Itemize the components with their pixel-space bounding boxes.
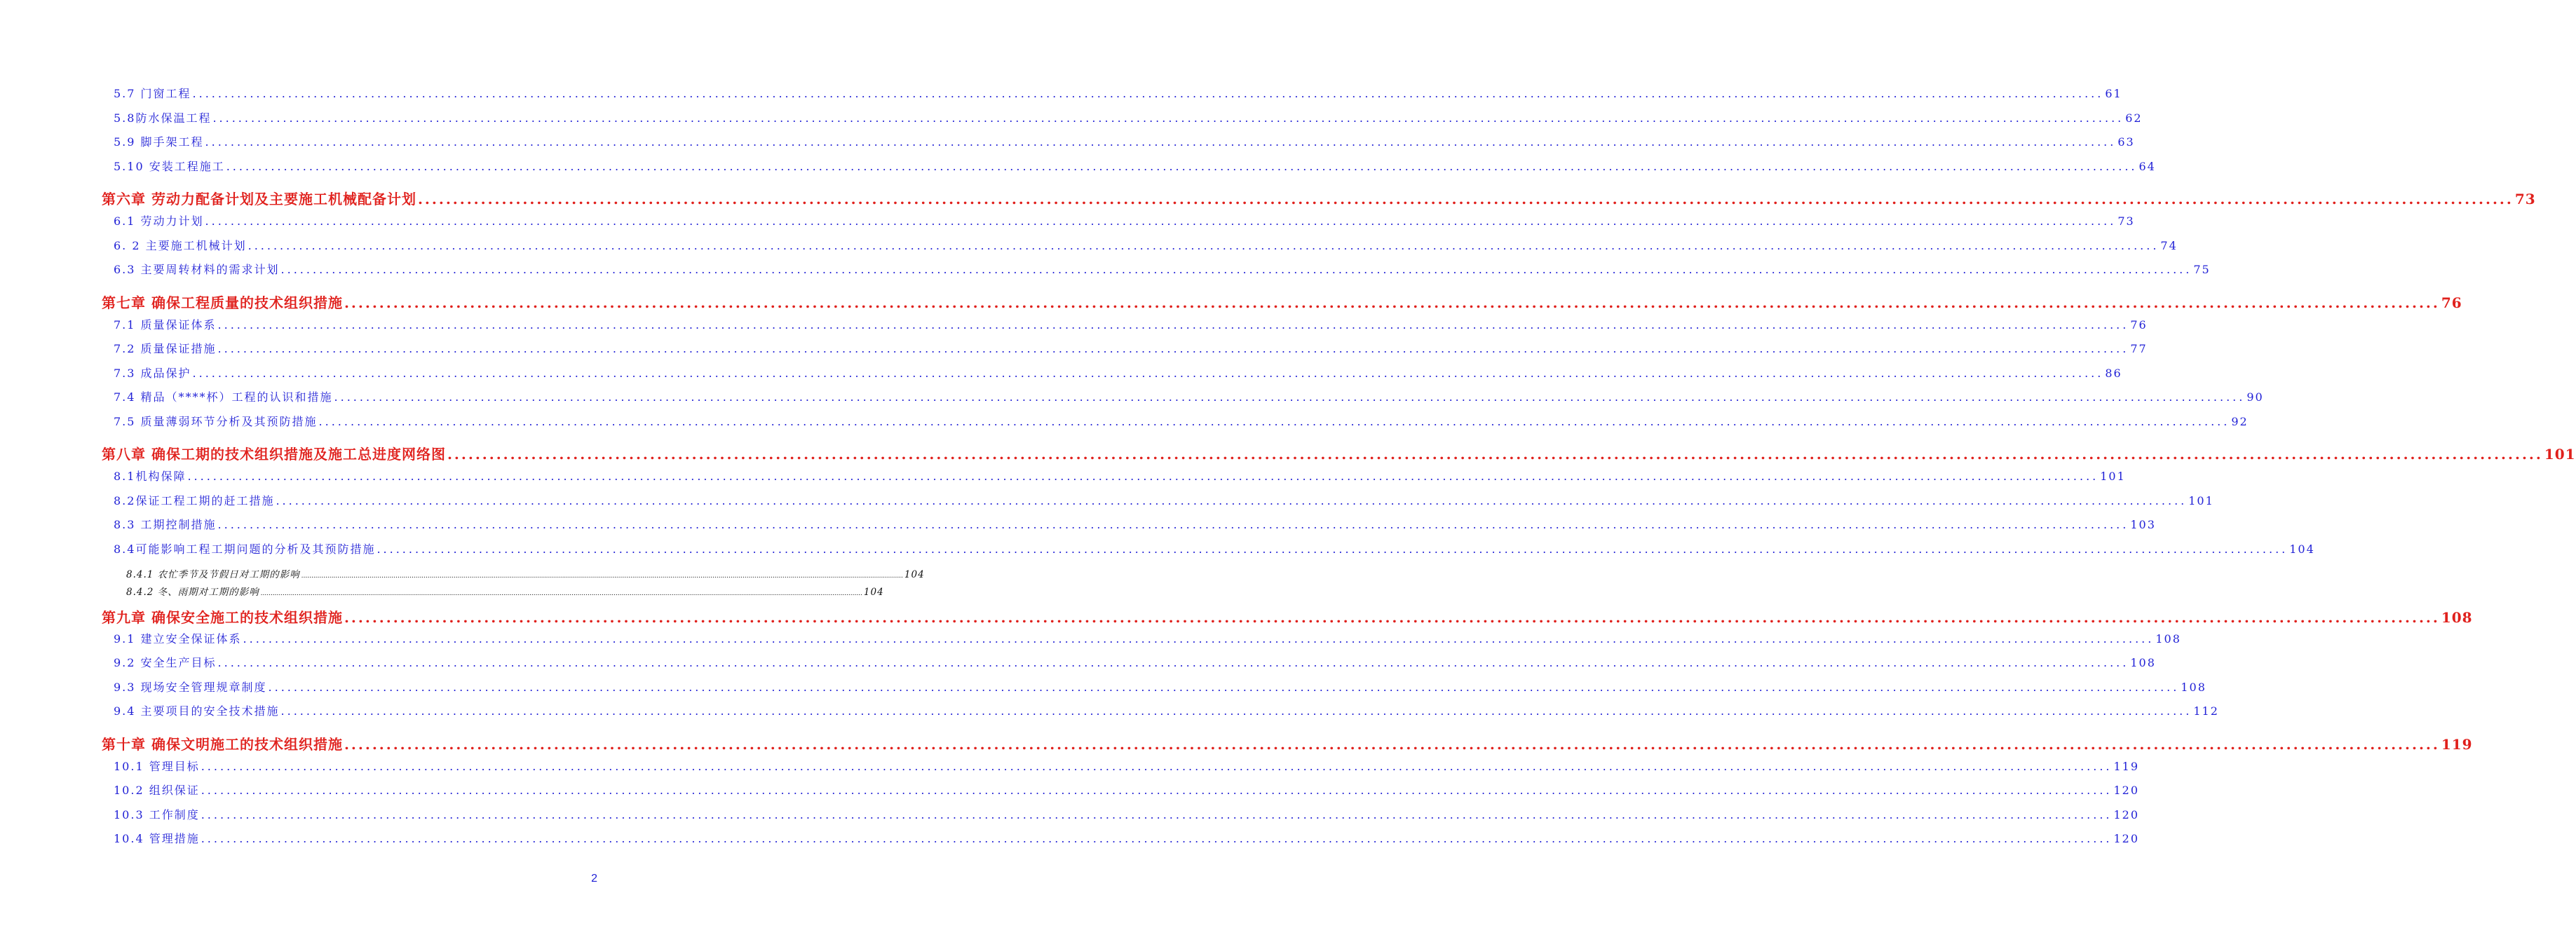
dot-leader: ............................................................................................................................................................................................................................................................................................................ [377, 542, 2289, 556]
dot-leader: ............................................................................................................................................................................................................................................................................................................ [187, 470, 2099, 483]
dot-leader: ............................................................................................................................................................................................................................................................................................................ [217, 342, 2129, 355]
toc-entry-6-2[interactable] [114, 237, 2178, 253]
dot-leader: ............................................................................................................................................................................................................................................................................................................ [226, 160, 2138, 173]
toc-entry-label: 6.1 劳动力计划 [114, 214, 204, 228]
toc-entry-page: 112 [2193, 704, 2219, 718]
dot-leader: ............................................................................................................................................................................................................................................................................................................ [205, 214, 2117, 228]
toc-entry-9-3[interactable] [114, 678, 2206, 695]
toc-entry-page: 86 [2105, 367, 2122, 380]
toc-entry-page: 77 [2130, 342, 2148, 355]
dot-leader: ............................................................................................................................................................................................................................................................................................................ [243, 632, 2155, 646]
toc-entry-page: 61 [2105, 87, 2122, 100]
toc-entry-label: 7.1 质量保证体系 [114, 318, 217, 332]
toc-entry-label: 10.1 管理目标 [114, 760, 200, 773]
toc-entry-7-4[interactable] [114, 388, 2264, 404]
toc-entry-5-7[interactable] [114, 85, 2122, 101]
toc-chapter-label: 第九章 确保安全施工的技术组织措施 [102, 609, 343, 626]
toc-chapter-label: 第六章 劳动力配备计划及主要施工机械配备计划 [102, 191, 416, 207]
toc-entry-8-3[interactable] [114, 516, 2156, 532]
toc-entry-6-1[interactable] [114, 212, 2135, 228]
toc-entry-label: 10.2 组织保证 [114, 784, 200, 797]
toc-entry-8-4-1[interactable] [126, 566, 925, 580]
dot-leader: ............................................................................................................................................................................................................................................................................................................ [280, 704, 2192, 718]
dot-leader: ............................................................................................................................................................................................................................................................................................................ [344, 609, 2440, 626]
toc-entry-5-9[interactable] [114, 133, 2135, 149]
toc-chapter-page: 73 [2514, 191, 2536, 207]
toc-chapter-9[interactable] [102, 606, 2473, 627]
toc-entry-label: 10.4 管理措施 [114, 832, 200, 845]
dot-leader: ............................................................................................................................................................................................................................................................................................................ [334, 390, 2246, 404]
toc-entry-page: 108 [2155, 632, 2181, 646]
toc-entry-label: 6. 2 主要施工机械计划 [114, 239, 247, 252]
toc-entry-page: 74 [2160, 239, 2178, 252]
toc-entry-label: 8.4可能影响工程工期问题的分析及其预防措施 [114, 542, 376, 556]
dot-leader: ............................................................................................................................................................................................................................................................................................................ [276, 494, 2188, 507]
toc-entry-label: 7.2 质量保证措施 [114, 342, 217, 355]
toc-chapter-7[interactable] [102, 292, 2462, 312]
toc-entry-9-2[interactable] [114, 654, 2156, 670]
dot-leader: ............................................................................................................................................................................................................................................................................................................ [318, 415, 2230, 428]
toc-entry-7-1[interactable] [114, 316, 2148, 332]
dot-leader: ............................................................................................................................................................................................................................................................................................................ [344, 294, 2440, 311]
toc-entry-5-8[interactable] [114, 109, 2143, 125]
toc-entry-7-2[interactable] [114, 340, 2148, 356]
toc-entry-10-3[interactable] [114, 806, 2140, 822]
toc-chapter-label: 第七章 确保工程质量的技术组织措施 [102, 294, 343, 311]
toc-entry-8-1[interactable] [114, 467, 2126, 484]
toc-entry-page: 119 [2113, 760, 2140, 773]
toc-chapter-label: 第十章 确保文明施工的技术组织措施 [102, 736, 343, 753]
toc-entry-label: 10.3 工作制度 [114, 808, 200, 821]
toc-entry-page: 104 [2289, 542, 2315, 556]
toc-entry-label: 5.9 脚手架工程 [114, 135, 204, 149]
dot-leader: ............................................................................................................................................................................................................................................................................................................ [301, 573, 903, 580]
toc-entry-label: 8.3 工期控制措施 [114, 518, 217, 531]
toc-entry-label: 8.1机构保障 [114, 470, 187, 483]
toc-entry-label: 9.1 建立安全保证体系 [114, 632, 242, 646]
dot-leader: ............................................................................................................................................................................................................................................................................................................ [192, 367, 2104, 380]
toc-entry-8-4-2[interactable] [126, 584, 884, 598]
toc-entry-10-4[interactable] [114, 830, 2140, 846]
toc-entry-7-3[interactable] [114, 364, 2122, 381]
toc-entry-page: 104 [904, 569, 925, 580]
toc-chapter-page: 101 [2544, 446, 2576, 463]
toc-entry-page: 108 [2181, 681, 2206, 694]
dot-leader: ............................................................................................................................................................................................................................................................................................................ [201, 760, 2113, 773]
toc-entry-label: 9.3 现场安全管理规章制度 [114, 681, 267, 694]
toc-entry-label: 6.3 主要周转材料的需求计划 [114, 263, 280, 276]
toc-entry-page: 90 [2246, 390, 2264, 404]
dot-leader: ............................................................................................................................................................................................................................................................................................................ [192, 87, 2104, 100]
toc-entry-page: 76 [2130, 318, 2148, 332]
toc-entry-label: 8.2保证工程工期的赶工措施 [114, 494, 275, 507]
toc-entry-page: 120 [2113, 832, 2140, 845]
dot-leader: ............................................................................................................................................................................................................................................................................................................ [201, 832, 2113, 845]
toc-entry-7-5[interactable] [114, 413, 2249, 429]
toc-chapter-8[interactable] [102, 443, 2576, 463]
dot-leader: ............................................................................................................................................................................................................................................................................................................ [205, 135, 2117, 149]
toc-entry-label: 5.8防水保温工程 [114, 111, 212, 125]
toc-entry-label: 7.5 质量薄弱环节分析及其预防措施 [114, 415, 318, 428]
toc-entry-page: 64 [2138, 160, 2156, 173]
toc-entry-page: 73 [2117, 214, 2135, 228]
toc-entry-page: 120 [2113, 784, 2140, 797]
dot-leader: ............................................................................................................................................................................................................................................................................................................ [201, 784, 2113, 797]
toc-chapter-page: 76 [2441, 294, 2462, 311]
toc-entry-5-10[interactable] [114, 158, 2156, 174]
toc-entry-label: 8.4.1 农忙季节及节假日对工期的影响 [126, 569, 300, 580]
dot-leader: ............................................................................................................................................................................................................................................................................................................ [201, 808, 2113, 821]
toc-entry-page: 92 [2231, 415, 2249, 428]
dot-leader: ............................................................................................................................................................................................................................................................................................................ [217, 656, 2129, 669]
toc-entry-page: 62 [2125, 111, 2143, 125]
toc-entry-label: 5.10 安装工程施工 [114, 160, 225, 173]
toc-entry-6-3[interactable] [114, 261, 2211, 277]
toc-entry-page: 63 [2117, 135, 2135, 149]
toc-entry-page: 120 [2113, 808, 2140, 821]
toc-entry-10-1[interactable] [114, 758, 2140, 774]
dot-leader: ............................................................................................................................................................................................................................................................................................................ [248, 239, 2160, 252]
dot-leader: ............................................................................................................................................................................................................................................................................................................ [280, 263, 2192, 276]
toc-entry-page: 101 [2100, 470, 2126, 483]
dot-leader: ............................................................................................................................................................................................................................................................................................................ [344, 736, 2440, 753]
toc-chapter-6[interactable] [102, 188, 2536, 208]
toc-chapter-page: 119 [2441, 736, 2473, 753]
toc-entry-label: 7.4 精品（****杯）工程的认识和措施 [114, 390, 333, 404]
dot-leader: ............................................................................................................................................................................................................................................................................................................ [447, 446, 2543, 463]
dot-leader: ............................................................................................................................................................................................................................................................................................................ [417, 191, 2514, 207]
toc-entry-label: 9.4 主要项目的安全技术措施 [114, 704, 280, 718]
dot-leader: ............................................................................................................................................................................................................................................................................................................ [217, 318, 2129, 332]
toc-chapter-label: 第八章 确保工期的技术组织措施及施工总进度网络图 [102, 446, 446, 463]
toc-entry-8-4[interactable] [114, 540, 2315, 557]
dot-leader: ............................................................................................................................................................................................................................................................................................................ [268, 681, 2180, 694]
toc-entry-9-1[interactable] [114, 630, 2181, 646]
toc-entry-label: 9.2 安全生产目标 [114, 656, 217, 669]
dot-leader: ............................................................................................................................................................................................................................................................................................................ [260, 590, 862, 597]
toc-entry-10-2[interactable] [114, 781, 2140, 798]
toc-chapter-page: 108 [2441, 609, 2473, 626]
toc-entry-page: 104 [863, 587, 884, 598]
toc-entry-page: 75 [2193, 263, 2211, 276]
page-number: 2 [591, 873, 597, 885]
toc-entry-label: 5.7 门窗工程 [114, 87, 191, 100]
dot-leader: ............................................................................................................................................................................................................................................................................................................ [212, 111, 2124, 125]
toc-entry-label: 8.4.2 冬、雨期对工期的影响 [126, 587, 259, 598]
toc-entry-9-4[interactable] [114, 702, 2219, 718]
dot-leader: ............................................................................................................................................................................................................................................................................................................ [217, 518, 2129, 531]
toc-entry-page: 103 [2130, 518, 2156, 531]
toc-chapter-10[interactable] [102, 733, 2473, 753]
toc-entry-page: 101 [2188, 494, 2214, 507]
toc-entry-8-2[interactable] [114, 492, 2214, 508]
toc-entry-label: 7.3 成品保护 [114, 367, 191, 380]
toc-entry-page: 108 [2130, 656, 2156, 669]
